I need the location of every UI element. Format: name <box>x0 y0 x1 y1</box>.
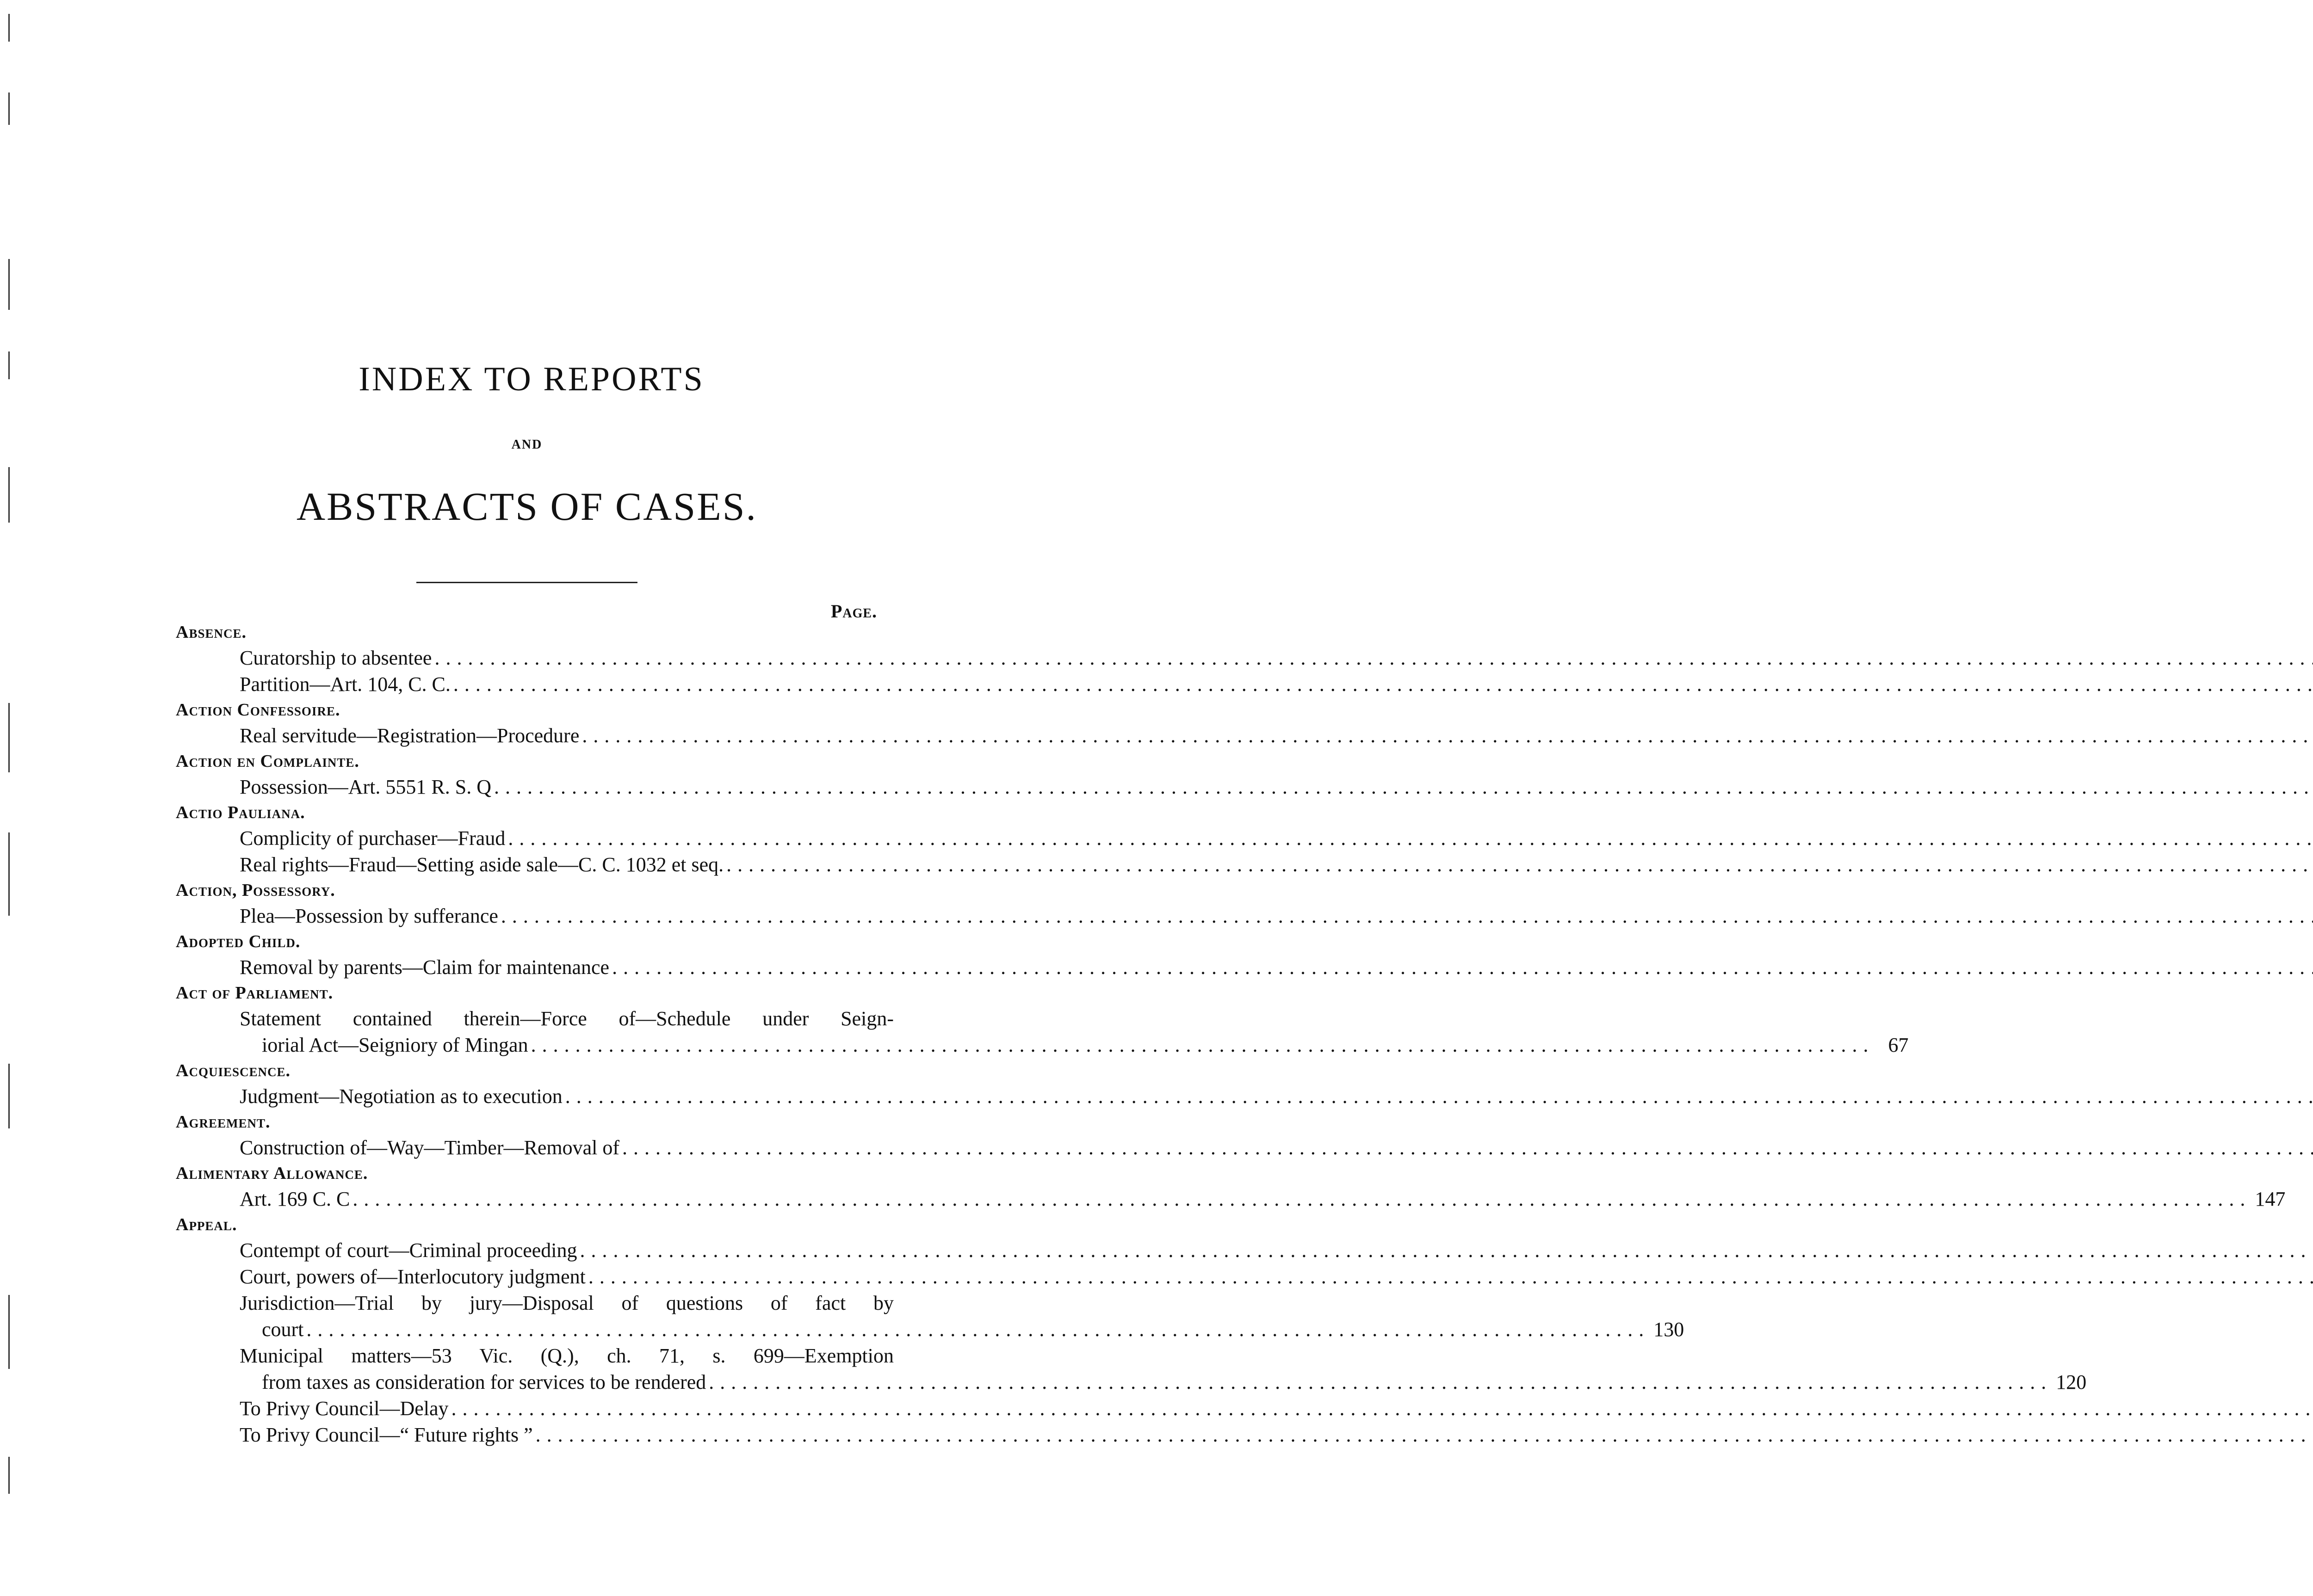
entry-text: Curatorship to absentee <box>240 647 432 669</box>
section-heading: Adopted Child. <box>176 932 301 951</box>
index-entry <box>176 954 894 980</box>
entry-text-line2: from taxes as consideration for services to be rendered <box>262 1371 706 1393</box>
leader-dots <box>531 1032 1869 1058</box>
index-entry-multiline <box>176 1343 2087 1395</box>
index-entry <box>176 1422 894 1448</box>
index-entry-multiline <box>176 1005 1909 1058</box>
entry-text-line1: Jurisdiction—Trial by jury—Disposal of questions of fact by <box>240 1292 894 1314</box>
section-heading: Action Confessoire. <box>176 700 340 720</box>
index-entry <box>176 1186 2286 1212</box>
entry-text: Removal by parents—Claim for maintenance <box>240 956 610 979</box>
entry-page: 120 <box>2056 1371 2087 1393</box>
leader-dots <box>536 1422 2313 1448</box>
page-column-label: Page. <box>831 601 878 622</box>
section-heading: Act of Parliament. <box>176 983 334 1003</box>
index-entry <box>176 851 894 878</box>
entry-text: Judgment—Negotiation as to execution <box>240 1085 563 1108</box>
entry-text: Plea—Possession by sufferance <box>240 905 498 927</box>
entry-text-line1: Municipal matters—53 Vic. (Q.), ch. 71, s. 699—Exemption <box>240 1344 894 1367</box>
index-subtitle: ABSTRACTS OF CASES. <box>296 484 758 529</box>
leader-dots <box>726 851 2313 878</box>
entry-page: 130 <box>1653 1318 1684 1341</box>
leader-dots <box>501 903 2313 929</box>
leader-dots <box>508 825 2313 851</box>
leader-dots <box>453 671 2313 697</box>
leader-dots <box>353 1186 2245 1212</box>
leader-dots <box>565 1083 2313 1109</box>
leader-dots <box>434 645 2313 671</box>
entry-continuation <box>240 1316 1684 1343</box>
leader-dots <box>588 1263 2313 1290</box>
entry-page: 147 <box>2255 1188 2286 1210</box>
leader-dots <box>580 1237 2313 1263</box>
entry-text: Complicity of purchaser—Fraud <box>240 827 506 850</box>
leader-dots <box>622 1134 2313 1161</box>
section-heading: Agreement. <box>176 1112 271 1132</box>
index-entry <box>176 1083 894 1109</box>
title-rule <box>416 582 637 583</box>
index-entry <box>176 903 894 929</box>
index-entry <box>176 825 894 851</box>
section-heading: Acquiescence. <box>176 1061 291 1080</box>
index-entry <box>176 1134 894 1161</box>
leader-dots <box>612 954 2313 980</box>
index-title: INDEX TO REPORTS <box>359 360 705 398</box>
entry-text: Construction of—Way—Timber—Removal of <box>240 1136 619 1159</box>
title-conjunction: AND <box>511 438 543 452</box>
entry-text: Real rights—Fraud—Setting aside sale—C. C. 1032 et seq. <box>240 853 724 876</box>
index-list <box>176 620 2286 1448</box>
leader-dots <box>306 1316 1644 1343</box>
index-entry <box>176 671 894 697</box>
entry-text-line1: Statement contained therein—Force of—Schedule under Seign- <box>240 1007 894 1030</box>
entry-text: Art. 169 C. C <box>240 1188 350 1210</box>
section-heading: Action, Possessory. <box>176 881 335 900</box>
index-entry <box>176 774 894 800</box>
index-entry <box>176 1263 894 1290</box>
entry-text: Contempt of court—Criminal proceeding <box>240 1239 577 1262</box>
entry-text-line2: court <box>262 1318 304 1341</box>
leader-dots <box>582 722 2313 749</box>
entry-page: 67 <box>1888 1034 1909 1056</box>
entry-continuation <box>240 1369 2087 1395</box>
index-entry <box>176 1237 894 1263</box>
leader-dots <box>451 1395 2313 1422</box>
section-heading: Absence. <box>176 622 247 642</box>
entry-text: To Privy Council—“ Future rights ” <box>240 1423 533 1446</box>
entry-continuation <box>240 1032 1909 1058</box>
index-entry <box>176 645 894 671</box>
entry-text: Possession—Art. 5551 R. S. Q <box>240 776 491 798</box>
entry-text: Partition—Art. 104, C. C. <box>240 673 451 696</box>
entry-text-line2: iorial Act—Seigniory of Mingan <box>262 1034 528 1056</box>
entry-text: Court, powers of—Interlocutory judgment <box>240 1265 586 1288</box>
entry-text: Real servitude—Registration—Procedure <box>240 724 580 747</box>
index-entry <box>176 722 894 749</box>
leader-dots <box>494 774 2313 800</box>
section-heading: Appeal. <box>176 1215 237 1234</box>
leader-dots <box>709 1369 2047 1395</box>
section-heading: Alimentary Allowance. <box>176 1164 368 1183</box>
index-entry <box>176 1395 894 1422</box>
section-heading: Actio Pauliana. <box>176 803 305 822</box>
page-edge-marks <box>8 0 11 1596</box>
index-entry-multiline <box>176 1290 1684 1343</box>
entry-text: To Privy Council—Delay <box>240 1397 449 1420</box>
section-heading: Action en Complainte. <box>176 752 359 771</box>
